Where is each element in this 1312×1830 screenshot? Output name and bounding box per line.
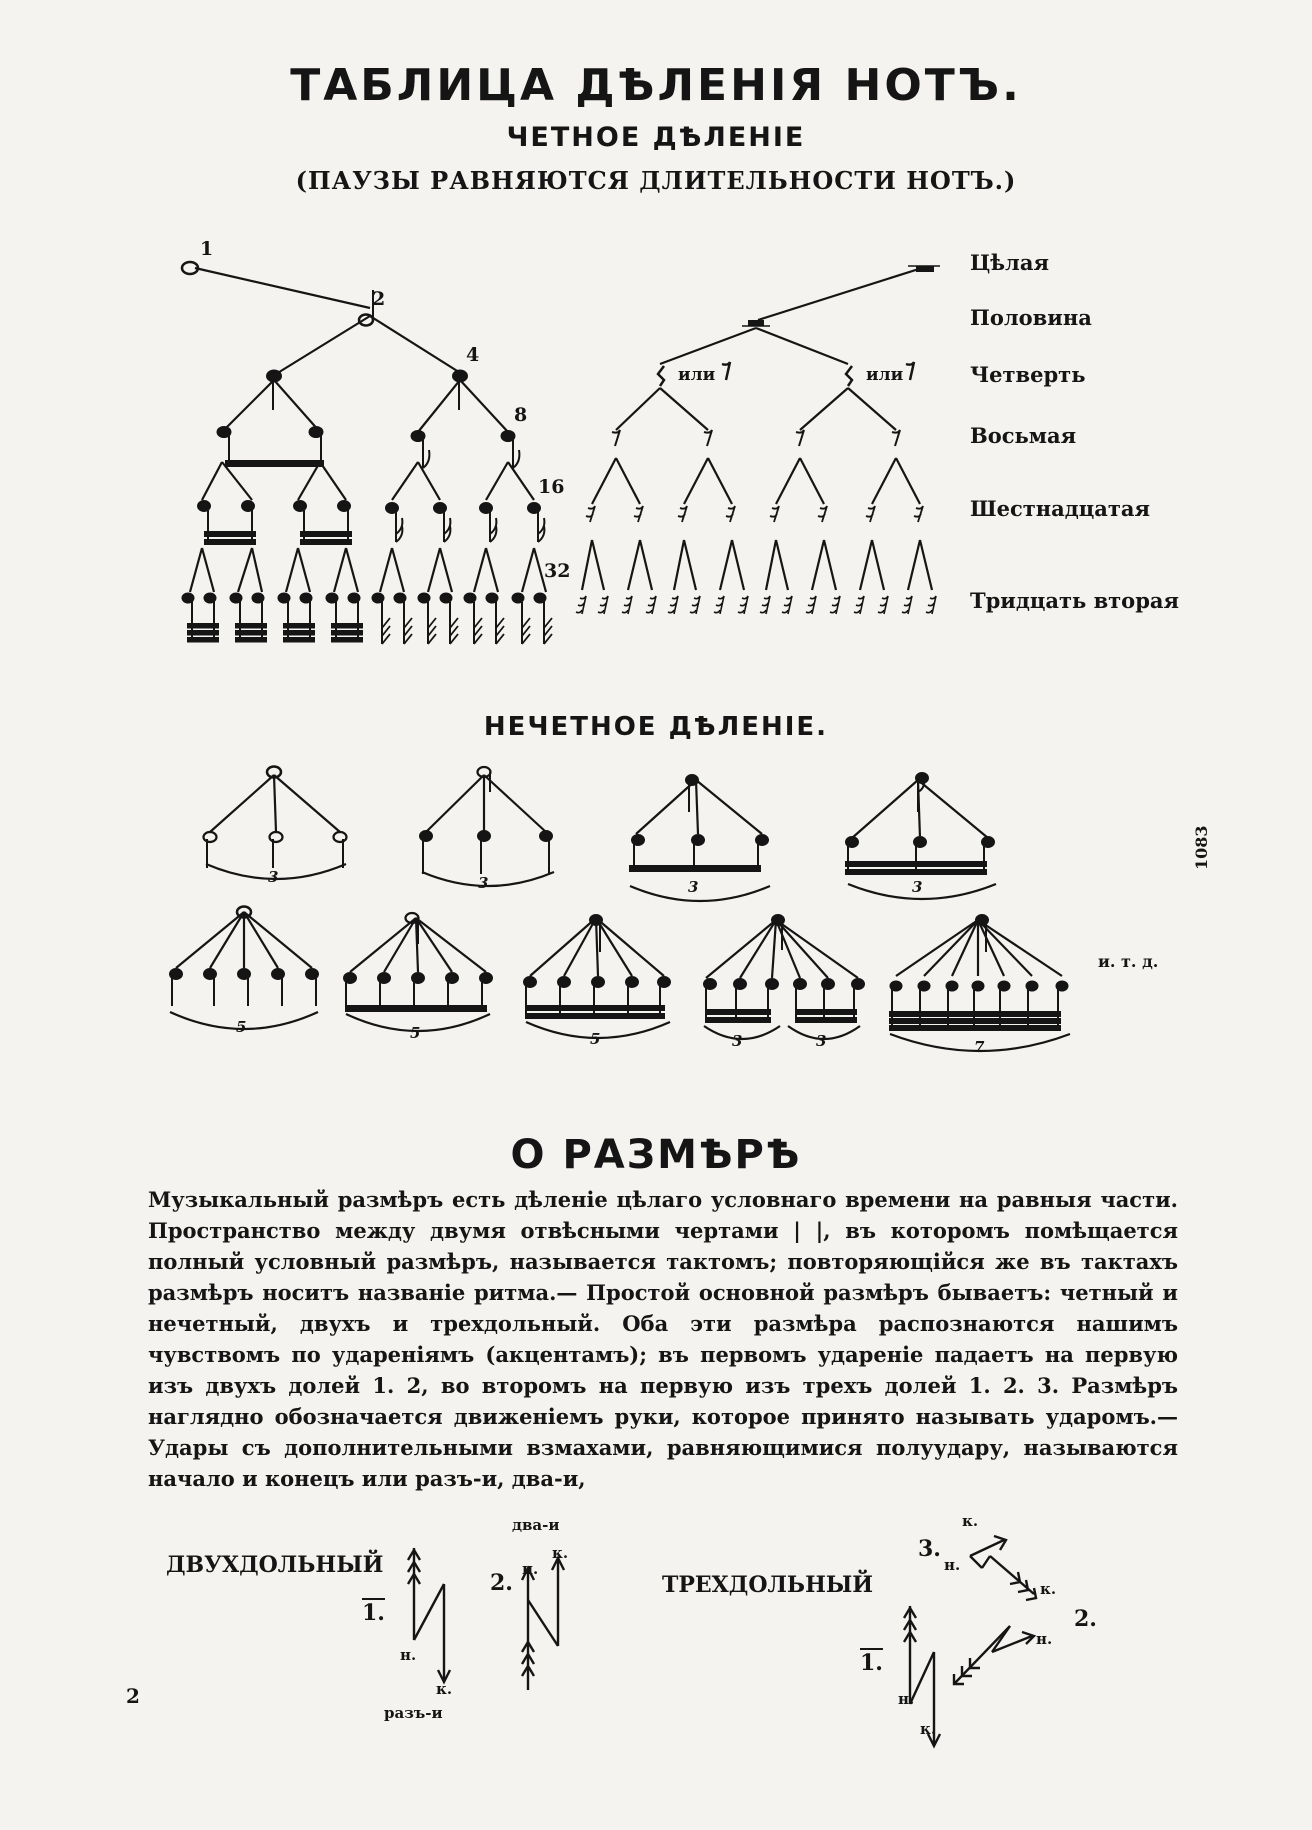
section-title: О РАЗМѢРѢ bbox=[510, 1132, 802, 1178]
duple-beat-1: 1. bbox=[362, 1600, 385, 1626]
division-number-32: 32 bbox=[544, 560, 571, 582]
section-paragraph bbox=[148, 1184, 1178, 1494]
tuplet-number: 3 bbox=[732, 1032, 743, 1050]
tuplet-number: 5 bbox=[410, 1024, 421, 1042]
triple2-start-mark: н. bbox=[1036, 1630, 1053, 1648]
duration-label-whole: Цѣлая bbox=[970, 250, 1049, 275]
duration-label-sixteenth: Шестнадцатая bbox=[970, 496, 1151, 521]
or-label-right: или bbox=[866, 365, 904, 385]
division-number-16: 16 bbox=[538, 476, 565, 498]
tuplet-number: 5 bbox=[590, 1030, 601, 1048]
division-number-4: 4 bbox=[466, 344, 480, 366]
tuplet-number: 3 bbox=[268, 868, 279, 886]
tuplet-number: 3 bbox=[816, 1032, 827, 1050]
or-label-left: или bbox=[678, 365, 716, 385]
duple-end-mark: к. bbox=[436, 1680, 453, 1698]
two-and-label: два-и bbox=[512, 1516, 560, 1534]
side-page-number: 1083 bbox=[1192, 825, 1211, 870]
triple-beat-2: 2. bbox=[1074, 1606, 1097, 1632]
tuplet-number: 3 bbox=[688, 878, 699, 896]
triple2-end-mark: к. bbox=[1040, 1580, 1057, 1598]
odd-division-title: НЕЧЕТНОЕ ДѢЛЕНІЕ. bbox=[483, 712, 829, 742]
triple3-start-mark: н. bbox=[944, 1556, 961, 1574]
tuplet-number: 7 bbox=[974, 1038, 985, 1056]
division-number-2: 2 bbox=[372, 288, 386, 310]
triple3-end-mark: к. bbox=[962, 1512, 979, 1530]
duple-start-mark: н. bbox=[400, 1646, 417, 1664]
duple-label: ДВУХДОЛЬНЫЙ bbox=[166, 1552, 384, 1578]
triple-start-mark: н. bbox=[898, 1690, 915, 1708]
duration-label-thirtysecond: Тридцать вторая bbox=[970, 588, 1179, 613]
duration-label-half: Половина bbox=[970, 305, 1092, 330]
duple2-start-mark: н. bbox=[522, 1560, 539, 1578]
triple-end-mark: к. bbox=[920, 1720, 937, 1738]
etc-label: и. т. д. bbox=[1098, 952, 1159, 971]
tuplet-number: 5 bbox=[236, 1018, 247, 1036]
triple-beat-1: 1. bbox=[860, 1650, 883, 1676]
footer-page-number: 2 bbox=[126, 1684, 140, 1708]
duration-label-quarter: Четверть bbox=[970, 362, 1086, 387]
division-number-1: 1 bbox=[200, 238, 214, 260]
triple-beat-3: 3. bbox=[918, 1536, 941, 1562]
page-title: ТАБЛИЦА ДѢЛЕНІЯ НОТЪ. bbox=[290, 60, 1022, 111]
duple2-end-mark: к. bbox=[552, 1544, 569, 1562]
one-and-label: разъ-и bbox=[384, 1704, 443, 1722]
tuplet-number: 3 bbox=[912, 878, 923, 896]
duple-beat-2: 2. bbox=[490, 1570, 513, 1596]
tuplet-number: 3 bbox=[478, 874, 489, 892]
division-number-8: 8 bbox=[514, 404, 528, 426]
section-paragraph-text: Музыкальный размѣръ есть дѣленіе цѣлаго условнаго времени на равныя части. Пространство между двумя отвѣсными чертами | |, въ которомъ помѣщается полный условный размѣръ, называется тактомъ; повторяющійся же въ тактахъ размѣръ носитъ названіе ритма.— Простой основной размѣръ бываетъ: четный и нечетный, двухъ и трехдольный. Оба эти размѣра распознаются нашимъ чувствомъ по удареніямъ (акцентамъ); въ первомъ удареніе падаетъ на первую изъ двухъ долей 1. 2, во второмъ на первую изъ трехъ долей 1. 2. 3. Размѣръ наглядно обозначается движеніемъ руки, которое принято называть ударомъ.— Удары съ дополнительными взмахами, равняющимися полуудару, называются начало и конецъ или разъ-и, два-и, bbox=[148, 1187, 1178, 1491]
duration-label-eighth: Восьмая bbox=[970, 423, 1077, 448]
even-division-title: ЧЕТНОЕ ДѢЛЕНІЕ bbox=[506, 122, 806, 153]
rests-note: (ПАУЗЫ РАВНЯЮТСЯ ДЛИТЕЛЬНОСТИ НОТЪ.) bbox=[295, 166, 1017, 195]
triple-label: ТРЕХДОЛЬНЫЙ bbox=[662, 1572, 874, 1598]
